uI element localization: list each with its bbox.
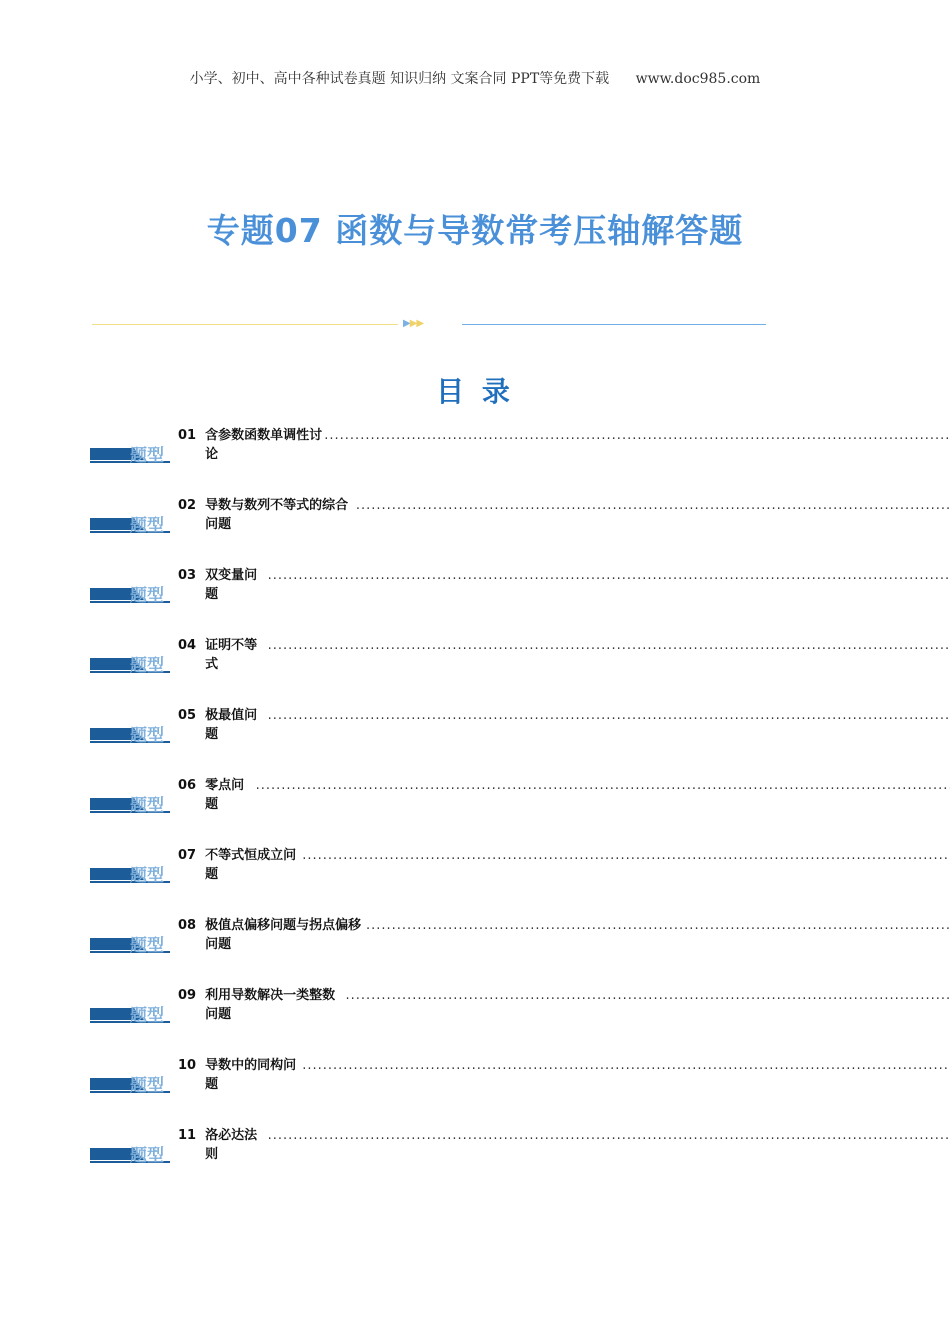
toc-leader-dots: [302, 1058, 950, 1073]
toc-entry[interactable]: [90, 778, 865, 816]
toc-entry[interactable]: [90, 918, 865, 956]
toc-entry-label: 双变量问题: [205, 568, 258, 602]
toc-entry[interactable]: [90, 428, 865, 466]
toc-entry-number: 07: [178, 848, 197, 863]
badge-bar: [90, 728, 134, 740]
header-url[interactable]: www.doc985.com: [635, 71, 761, 87]
toc-leader-dots: [366, 918, 950, 933]
toc-entry-label: 极值点偏移问题与拐点偏移问题: [205, 918, 362, 952]
badge-bar: [90, 938, 134, 950]
toc-entry-text[interactable]: [178, 844, 950, 884]
header-text: 小学、初中、高中各种试卷真题 知识归纳 文案合同 PPT等免费下载: [189, 71, 610, 87]
divider-arrows-icon: ▶▶▶: [403, 318, 424, 329]
badge-bar: [90, 448, 134, 460]
badge-label: 题型: [130, 586, 164, 606]
toc-leader-dots: [356, 498, 950, 513]
badge-bar: [90, 798, 134, 810]
toc-entry-number: 02: [178, 498, 197, 513]
toc-entry-number: 11: [178, 1128, 197, 1143]
tixing-badge-icon: [90, 512, 172, 534]
toc-entry-label: 导数与数列不等式的综合问题: [205, 498, 349, 532]
badge-bar: [90, 588, 134, 600]
toc-entry-text[interactable]: [178, 914, 950, 954]
badge-bar: [90, 658, 134, 670]
toc-entry[interactable]: [90, 708, 865, 746]
toc-entry-label: 含参数函数单调性讨论: [205, 428, 323, 462]
toc-entry[interactable]: [90, 498, 865, 536]
toc-entry-label: 极最值问题: [205, 708, 258, 742]
page-header: [0, 68, 950, 88]
toc-entry[interactable]: [90, 638, 865, 676]
toc-entry-number: 03: [178, 568, 197, 583]
tixing-badge-icon: [90, 862, 172, 884]
badge-bar: [90, 1148, 134, 1160]
tixing-badge-icon: [90, 722, 172, 744]
toc-entry-text[interactable]: [178, 424, 950, 464]
badge-bar: [90, 1008, 134, 1020]
toc-entry-text[interactable]: [178, 1054, 950, 1094]
toc-entry[interactable]: [90, 568, 865, 606]
toc-entry-number: 01: [178, 428, 197, 443]
toc-entry-label: 导数中的同构问题: [205, 1058, 297, 1092]
toc-entry-text[interactable]: [178, 704, 950, 744]
badge-label: 题型: [130, 726, 164, 746]
toc-leader-dots: [324, 428, 950, 443]
badge-bar: [90, 868, 134, 880]
badge-label: 题型: [130, 516, 164, 536]
divider-line-left: [92, 324, 398, 325]
badge-label: 题型: [130, 796, 164, 816]
toc-entry-text[interactable]: [178, 634, 950, 674]
toc-entry[interactable]: [90, 848, 865, 886]
badge-bar: [90, 518, 134, 530]
toc-leader-dots: [268, 708, 950, 723]
toc-leader-dots: [346, 988, 950, 1003]
toc-entry-number: 04: [178, 638, 197, 653]
toc-entry-label: 不等式恒成立问题: [205, 848, 297, 882]
badge-bar: [90, 1078, 134, 1090]
badge-label: 题型: [130, 1146, 164, 1166]
toc-entry[interactable]: [90, 988, 865, 1026]
toc-leader-dots: [268, 638, 950, 653]
badge-label: 题型: [130, 1006, 164, 1026]
tixing-badge-icon: [90, 792, 172, 814]
tixing-badge-icon: [90, 582, 172, 604]
toc-leader-dots: [268, 568, 950, 583]
toc-entry-text[interactable]: [178, 774, 950, 814]
badge-label: 题型: [130, 936, 164, 956]
tixing-badge-icon: [90, 442, 172, 464]
tixing-badge-icon: [90, 1142, 172, 1164]
document-title: 专题07 函数与导数常考压轴解答题: [206, 211, 744, 250]
toc-entry-text[interactable]: [178, 984, 950, 1024]
toc-entry-number: 06: [178, 778, 197, 793]
toc-entry-text[interactable]: [178, 564, 950, 604]
divider-line-right: [462, 324, 766, 325]
badge-label: 题型: [130, 1076, 164, 1096]
toc-entry-number: 05: [178, 708, 197, 723]
toc-entry-label: 证明不等式: [205, 638, 258, 672]
badge-label: 题型: [130, 446, 164, 466]
badge-label: 题型: [130, 866, 164, 886]
toc-heading: 目 录: [436, 375, 514, 408]
toc-entry-label: 零点问题: [205, 778, 245, 812]
toc-entry-text[interactable]: [178, 494, 950, 534]
toc-entry-label: 利用导数解决一类整数问题: [205, 988, 336, 1022]
toc-entry-label: 洛必达法则: [205, 1128, 258, 1162]
tixing-badge-icon: [90, 1072, 172, 1094]
toc-entry-text[interactable]: [178, 1124, 950, 1164]
toc-leader-dots: [268, 1128, 950, 1143]
toc-entry-number: 08: [178, 918, 197, 933]
tixing-badge-icon: [90, 932, 172, 954]
title-divider: [92, 316, 766, 332]
badge-label: 题型: [130, 656, 164, 676]
toc-entry-number: 10: [178, 1058, 197, 1073]
tixing-badge-icon: [90, 1002, 172, 1024]
toc-entry[interactable]: [90, 1058, 865, 1096]
toc-entry-number: 09: [178, 988, 197, 1003]
toc-leader-dots: [302, 848, 950, 863]
tixing-badge-icon: [90, 652, 172, 674]
toc-leader-dots: [256, 778, 950, 793]
toc-entry[interactable]: [90, 1128, 865, 1166]
